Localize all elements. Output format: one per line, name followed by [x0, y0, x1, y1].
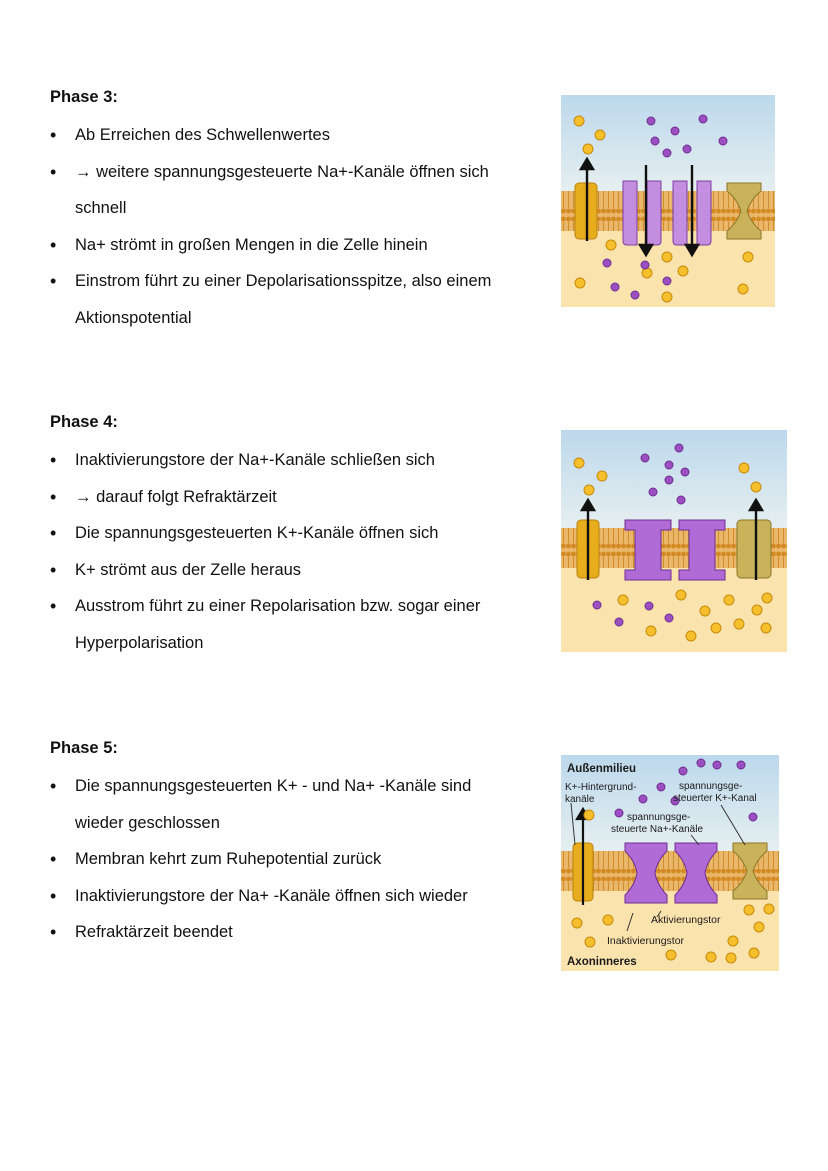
na-gated-label-1: spannungsge- — [627, 812, 691, 823]
phase-5-section — [50, 739, 540, 951]
phase-5-title: Phase 5: — [50, 739, 118, 757]
list-item: • Ab Erreichen des Schwellenwertes — [50, 117, 540, 154]
list-item: • Refraktärzeit beendet — [50, 914, 540, 951]
list-item: • Na+ strömt in großen Mengen in die Zelle hinein — [50, 227, 540, 264]
k-gated-label-1: spannungsge- — [679, 781, 743, 792]
list-item: • Die spannungsgesteuerten K+ - und Na+ -Kanäle sind — [50, 768, 540, 805]
list-item: • Inaktivierungstore der Na+-Kanäle schließen sich — [50, 442, 540, 479]
na-gated-label-2: steuerte Na+-Kanäle — [611, 824, 704, 835]
list-item: • → weitere spannungsgesteuerte Na+-Kanäle öffnen sich — [50, 154, 540, 191]
list-item: • Membran kehrt zum Ruhepotential zurück — [50, 841, 540, 878]
activation-gate-label: Aktivierungstor — [651, 914, 721, 926]
inactivation-gate-label: Inaktivierungstor — [607, 935, 685, 947]
phase-4-diagram — [561, 430, 787, 652]
k-background-label-2: kanäle — [565, 794, 595, 805]
phase-3-diagram — [561, 95, 775, 307]
phase-4-title: Phase 4: — [50, 413, 118, 431]
list-item-continuation: Hyperpolarisation — [75, 633, 204, 652]
list-item: • → darauf folgt Refraktärzeit — [50, 479, 540, 516]
k-gated-label-2: steuerter K+-Kanal — [673, 793, 757, 804]
list-item: • Einstrom führt zu einer Depolarisationsspitze, also einem — [50, 263, 540, 300]
phase-3-list — [50, 117, 540, 336]
phase-5-list — [50, 768, 540, 951]
list-item: • Inaktivierungstore der Na+ -Kanäle öffnen sich wieder — [50, 878, 540, 915]
outside-label: Außenmilieu — [567, 763, 637, 775]
list-item-continuation: Aktionspotential — [75, 308, 192, 327]
phase-3-title: Phase 3: — [50, 88, 118, 106]
phase-5-diagram — [561, 755, 779, 971]
list-item-continuation: schnell — [75, 199, 127, 217]
inside-label: Axoninneres — [567, 956, 637, 968]
k-background-label-1: K+-Hintergrund- — [565, 782, 637, 793]
phase-4-section — [50, 413, 540, 661]
phase-4-list — [50, 442, 540, 661]
list-item: • Ausstrom führt zu einer Repolarisation bzw. sogar einer — [50, 588, 540, 625]
list-item-continuation: wieder geschlossen — [75, 813, 220, 832]
list-item: • K+ strömt aus der Zelle heraus — [50, 552, 540, 589]
list-item: • Die spannungsgesteuerten K+-Kanäle öffnen sich — [50, 515, 540, 552]
phase-3-section — [50, 88, 540, 336]
